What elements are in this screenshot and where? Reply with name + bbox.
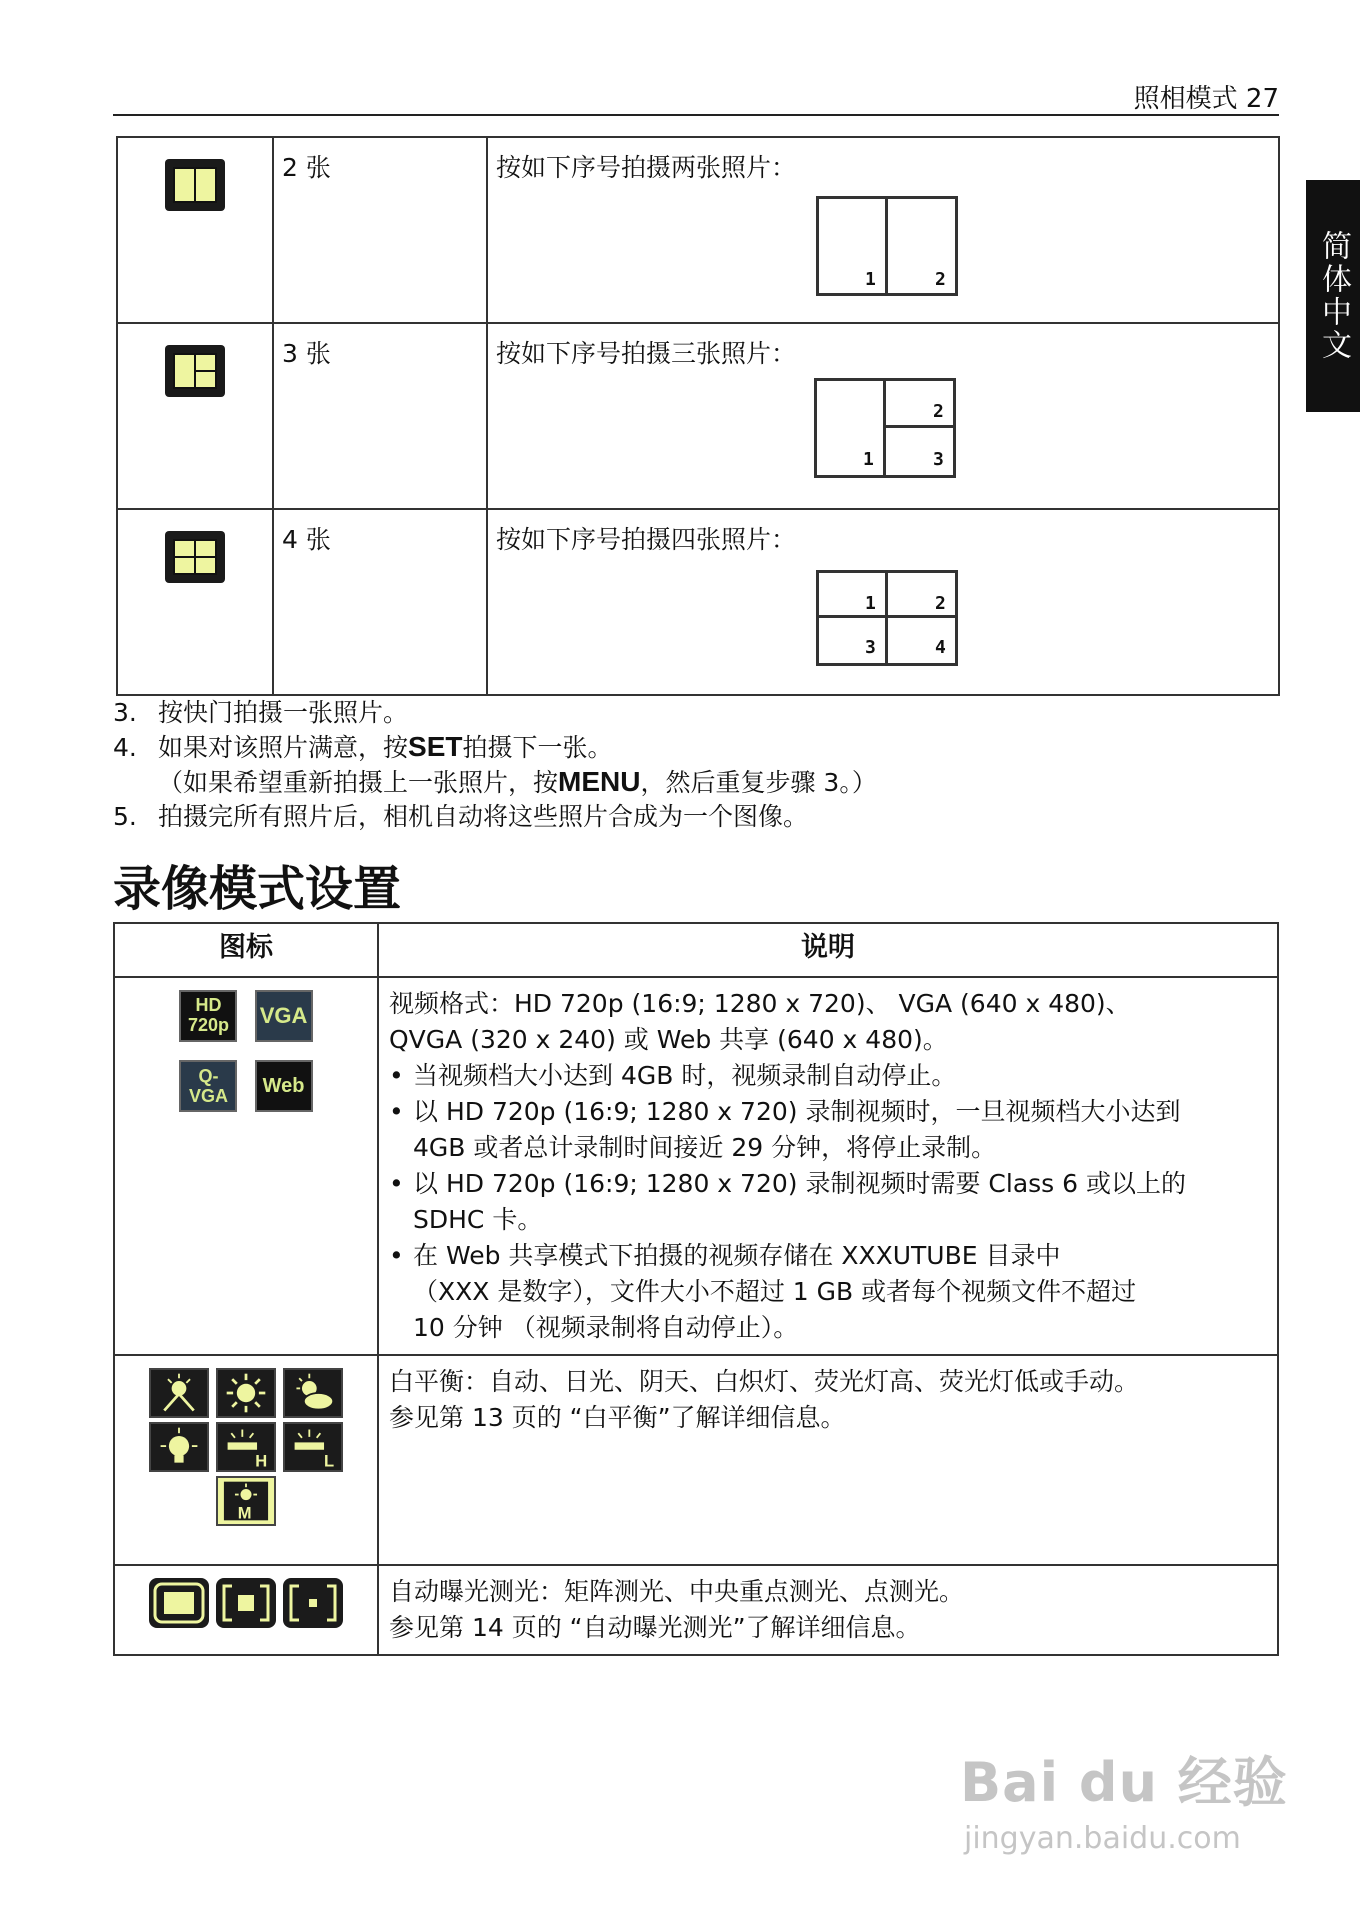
three-split-icon: [165, 345, 225, 397]
desc-text: 按如下序号拍摄四张照片：: [496, 525, 797, 554]
cell-number: 1: [863, 449, 874, 470]
format-desc-cell: [378, 977, 1278, 1355]
page-title: 照相模式 27: [1133, 84, 1279, 114]
language-tab-label: 简体中文: [1316, 230, 1351, 362]
wb-fluorescent-low-icon: [283, 1422, 343, 1472]
count-cell: 3 张: [273, 323, 487, 509]
column-header-icon: 图标: [114, 923, 378, 977]
desc-cell: [487, 137, 1279, 323]
desc-line: QVGA (320 x 240) 或 Web 共享 (640 x 480)。: [389, 1025, 948, 1054]
desc-line: 白平衡：自动、日光、阴天、白炽灯、荧光灯高、荧光灯低或手动。: [389, 1367, 1140, 1396]
table-header-row: [114, 923, 1278, 977]
table-row: [114, 1565, 1278, 1655]
icon-cell: [117, 137, 273, 323]
step-number: 5.: [113, 802, 137, 831]
cell-number: 1: [865, 269, 876, 290]
wb-icons-cell: [114, 1355, 378, 1565]
web-icon: Web: [255, 1060, 313, 1112]
cell-number: 2: [935, 593, 946, 614]
cell-number: 1: [865, 593, 876, 614]
step-text: ，然后重复步骤 3。）: [640, 768, 877, 797]
step-text: 如果对该照片满意，按: [158, 733, 409, 762]
bullet-item: • 在 Web 共享模式下拍摄的视频存储在 XXXUTUBE 目录中 （XXX 是数字），文件大小不超过 1 GB 或者每个视频文件不超过 10 分钟 （视频录制将自动停止）。: [389, 1238, 1267, 1346]
icon-cell: [117, 509, 273, 695]
video-settings-table: [113, 922, 1279, 1656]
spot-metering-icon: [283, 1578, 343, 1628]
cell-number: 3: [865, 637, 876, 658]
metering-desc-cell: [378, 1565, 1278, 1655]
desc-cell: [487, 509, 1279, 695]
four-grid-diagram: [816, 570, 958, 666]
cell-number: 2: [933, 401, 944, 422]
section-title: 录像模式设置: [113, 861, 402, 917]
table-row: [114, 977, 1278, 1355]
table-row: [117, 137, 1279, 323]
step-number: 4.: [113, 733, 137, 762]
language-tab: [1306, 180, 1360, 412]
desc-cell: [487, 323, 1279, 509]
watermark-url: jingyan.baidu.com: [964, 1821, 1241, 1856]
four-split-icon: [165, 531, 225, 583]
two-grid-diagram: [816, 196, 958, 296]
wb-cloudy-icon: [283, 1368, 343, 1418]
step-4: [113, 730, 877, 765]
multishot-table: [116, 136, 1280, 696]
desc-line: 自动曝光测光：矩阵测光、中央重点测光、点测光。: [389, 1577, 965, 1606]
desc-line: 参见第 13 页的 “白平衡”了解详细信息。: [389, 1403, 846, 1432]
svg-text:L: L: [324, 1451, 335, 1470]
wb-incandescent-icon: [149, 1422, 209, 1472]
three-grid-diagram: [814, 378, 956, 478]
bullet-item: • 以 HD 720p (16:9; 1280 x 720) 录制视频时，一旦视频档大小达到 4GB 或者总计录制时间接近 29 分钟，将停止录制。: [389, 1094, 1267, 1166]
step-text: 拍摄下一张。: [462, 733, 613, 762]
cell-number: 4: [935, 637, 946, 658]
vga-icon: VGA: [255, 990, 313, 1042]
count-cell: 2 张: [273, 137, 487, 323]
desc-text: 按如下序号拍摄三张照片：: [496, 339, 797, 368]
step-number: 3.: [113, 698, 137, 727]
svg-text:M: M: [237, 1503, 252, 1523]
bullet-item: • 当视频档大小达到 4GB 时，视频录制自动停止。: [389, 1058, 1267, 1094]
menu-key-label: MENU: [558, 766, 641, 797]
desc-line: 参见第 14 页的 “自动曝光测光”了解详细信息。: [389, 1613, 921, 1642]
step-4-note: [113, 765, 877, 800]
two-split-icon: [165, 159, 225, 211]
table-row: [117, 509, 1279, 695]
baidu-watermark: [960, 1740, 1288, 1856]
table-row: [114, 1355, 1278, 1565]
page-header: [113, 74, 1279, 116]
step-3: [113, 696, 877, 730]
wb-fluorescent-high-icon: [216, 1422, 276, 1472]
count-cell: 4 张: [273, 509, 487, 695]
step-text: 按快门拍摄一张照片。: [158, 698, 409, 727]
steps-list: [113, 696, 877, 834]
wb-desc-cell: [378, 1355, 1278, 1565]
desc-line: 视频格式：HD 720p (16:9; 1280 x 720)、 VGA (640 x 480)、: [389, 989, 1131, 1018]
cell-number: 3: [933, 449, 944, 470]
column-header-desc: 说明: [378, 923, 1278, 977]
watermark-logo: Bai du 经验: [960, 1751, 1288, 1814]
desc-text: 按如下序号拍摄两张照片：: [496, 153, 797, 182]
cell-number: 2: [935, 269, 946, 290]
matrix-metering-icon: [149, 1578, 209, 1628]
wb-auto-icon: [149, 1368, 209, 1418]
icon-cell: [117, 323, 273, 509]
step-text: 拍摄完所有照片后，相机自动将这些照片合成为一个图像。: [158, 802, 809, 831]
qvga-icon: Q- VGA: [179, 1060, 237, 1112]
bullet-item: • 以 HD 720p (16:9; 1280 x 720) 录制视频时需要 Class 6 或以上的 SDHC 卡。: [389, 1166, 1267, 1238]
svg-text:H: H: [255, 1451, 268, 1470]
wb-daylight-icon: [216, 1368, 276, 1418]
format-icons-cell: [114, 977, 378, 1355]
set-key-label: SET: [408, 731, 463, 762]
step-text: （如果希望重新拍摄上一张照片，按: [158, 768, 559, 797]
metering-icons-cell: [114, 1565, 378, 1655]
center-weighted-metering-icon: [216, 1578, 276, 1628]
step-5: [113, 800, 877, 834]
hd-720p-icon: HD 720p: [179, 990, 237, 1042]
wb-manual-icon: [216, 1476, 276, 1526]
table-row: [117, 323, 1279, 509]
